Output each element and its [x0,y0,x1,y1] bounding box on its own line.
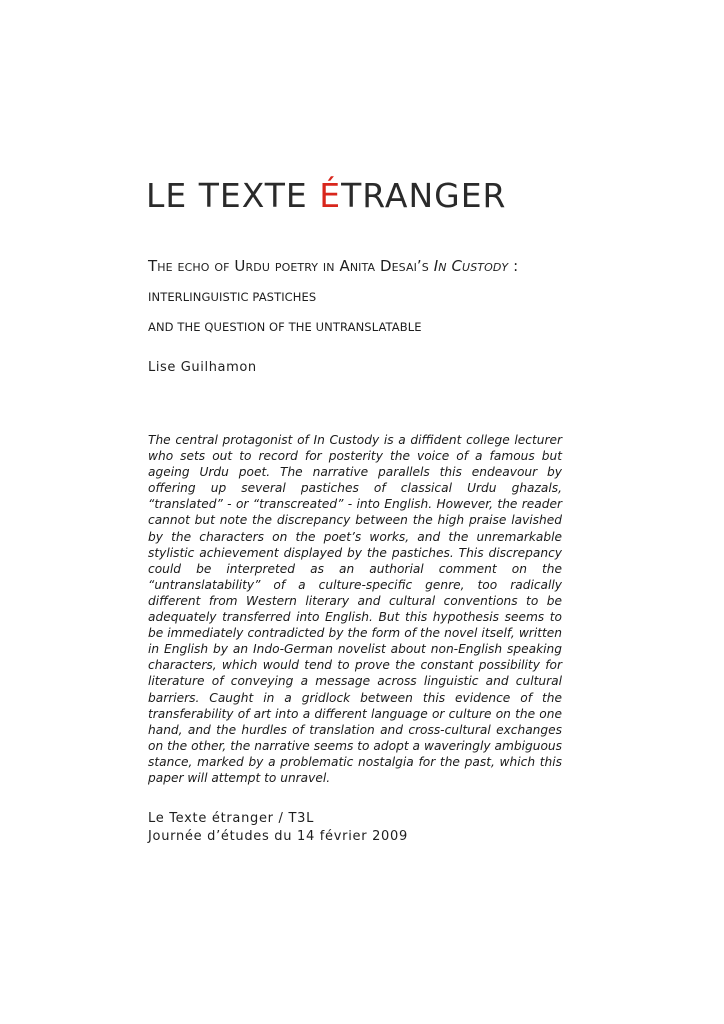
document-title [146,176,507,216]
abstract-paragraph: The central protagonist of In Custody is a diffident college lecturer who sets out to record for posterity the voice of a famous but ageing Urdu poet. The narrative parallels this endeavour by offering up several pastiches of classical Urdu ghazals, “translated” - or “transcreated” - into English. However, the reader cannot but note the discrepancy between the high praise lavished by the characters on the poet’s works, and the unremarkable stylistic achievement displayed by the pastiches. This discrepancy could be interpreted as an authorial comment on the “untranslatability” of a culture-specific genre, too radically different from Western literary and cultural conventions to be adequately transferred into English. But this hypothesis seems to be immediately contradicted by the form of the novel itself, written in English by an Indo-German novelist about non-English speaking characters, which would tend to prove the constant possibility for literature of conveying a message across linguistic and cultural barriers. Caught in a gridlock between this evidence of the transferability of art into a different language or culture on the one hand, and the hurdles of translation and cross-cultural exchanges on the other, the narrative seems to adopt a waveringly ambiguous stance, marked by a problematic nostalgia for the past, which this paper will attempt to unravel. [148,433,562,785]
footer-line-2: Journée d’études du 14 février 2009 [148,829,408,844]
title-accent-letter: É [319,176,342,215]
subtitle-line-3: AND THE QUESTION OF THE UNTRANSLATABLE [148,320,422,334]
footer-line-1: Le Texte étranger / T3L [148,811,315,826]
subtitle-book-title: In Custody [433,257,509,275]
subtitle-line-2: INTERLINGUISTIC PASTICHES [148,290,317,304]
title-part-1: LE TEXTE [146,176,320,215]
subtitle-line-1-suffix: : [508,257,519,275]
subtitle-line-1 [148,257,518,275]
author-name: Lise Guilhamon [148,360,257,375]
footer-block [148,810,408,846]
subtitle-line-1-prefix: The echo of Urdu poetry in Anita Desai’s [148,257,434,275]
title-part-2: TRANGER [341,176,507,215]
